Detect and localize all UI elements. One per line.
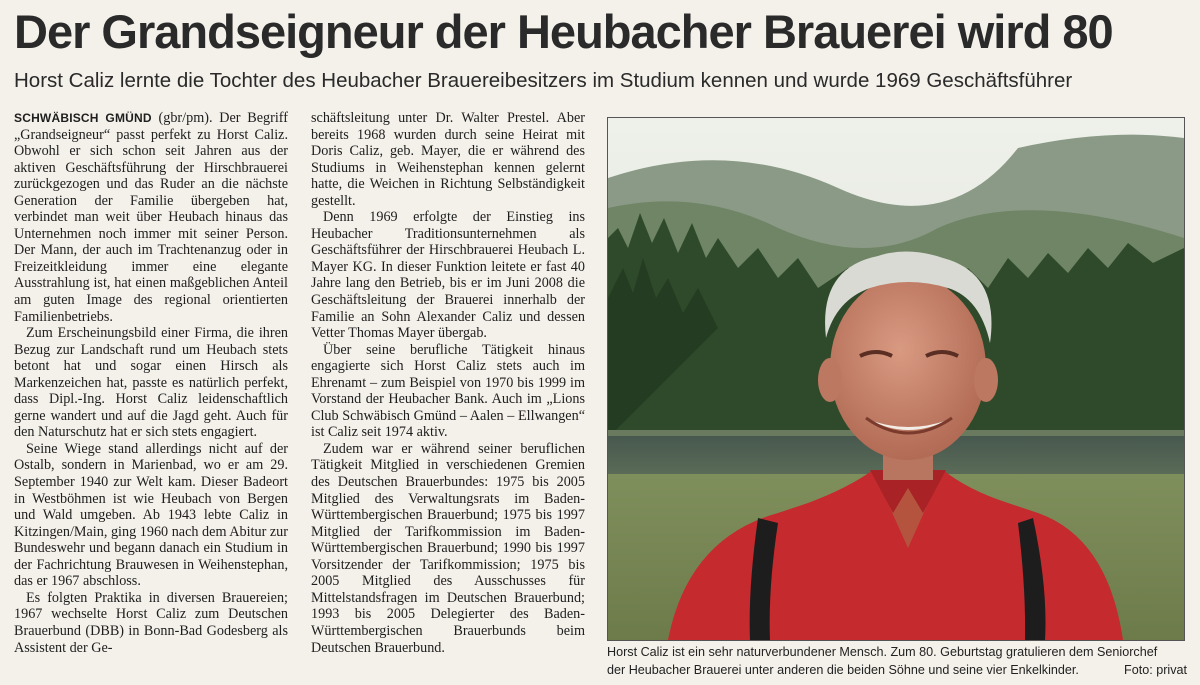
portrait-photo [607, 117, 1185, 641]
subheadline: Horst Caliz lernte die Tochter des Heubacher Brauereibesitzers im Studium kennen und wurde 1969 Geschäftsführer [14, 69, 1073, 92]
photo-credit: Foto: privat [1124, 663, 1187, 677]
paragraph: Denn 1969 erfolgte der Einstieg ins Heubacher Traditionsunternehmen als Geschäftsführer der Hirschbrauerei Heubach L. Mayer KG. In dieser Funktion leitete er fast 40 Jahre lang den Betrieb, bis er im Juni 2008 die Geschäftsleitung der Brauerei innerhalb der Familie an Sohn Alexander Caliz und dessen Vetter Thomas Mayer übergab. [311, 209, 585, 342]
article-column-1 [14, 110, 288, 656]
caption-line-2: der Heubacher Brauerei unter anderen die beiden Söhne und seine vier Enkelkinder. [607, 663, 1079, 677]
caption-line-1: Horst Caliz ist ein sehr naturverbundener Mensch. Zum 80. Geburtstag gratulieren dem Seniorchef [607, 645, 1158, 659]
paragraph: schäftsleitung unter Dr. Walter Prestel. Aber bereits 1968 wurden durch seine Heirat mit Doris Caliz, geb. Mayer, die er während des Studiums in Weihenstephan kennen gelernt hatte, die Weichen in Richtung Selbständigkeit gestellt. [311, 110, 585, 209]
paragraph: Zudem war er während seiner beruflichen Tätigkeit Mitglied in verschiedenen Gremien des Deutschen Brauerbundes: 1975 bis 2005 Mitglied des Verwaltungsrats im Baden-Württembergischen Brauerbund; 1975 bis 1997 Mitglied der Tarifkommission im Baden-Württembergischen Brauerbund; 1990 bis 1997 Vorsitzender der Tarifkommission; 1975 bis 2005 Mitglied des Ausschusses für Mittelstandsfragen im Deutschen Brauerbund; 1993 bis 2005 Delegierter des Baden-Württembergischen Brauerbunds beim Deutschen Brauerbund. [311, 440, 585, 656]
landscape-portrait-illustration [608, 118, 1184, 640]
caption-line-2-row [607, 661, 1187, 679]
paragraph: Es folgten Praktika in diversen Brauereien; 1967 wechselte Horst Caliz zum Deutschen Brauerbund (DBB) in Bonn-Bad Godesberg als Assistent der Ge- [14, 589, 288, 656]
headline: Der Grandseigneur der Heubacher Brauerei wird 80 [14, 5, 1113, 58]
photo-caption [607, 643, 1187, 679]
paragraph: Seine Wiege stand allerdings nicht auf der Ostalb, sondern in Marienbad, wo er am 29. September 1940 zur Welt kam. Dieser Badeort in Westböhmen ist wie Heubach von Bergen und Wald umgeben. Ab 1943 lebte Caliz in Kitzingen/Main, ging 1960 nach dem Abitur zur Bundeswehr und begann danach ein Studium in der Fachrichtung Brauwesen in Weihenstephan, das er 1967 abschloss. [14, 440, 288, 590]
paragraph: Zum Erscheinungsbild einer Firma, die ihren Bezug zur Landschaft rund um Heubach stets betont hat und sogar einen Hirsch als Markenzeichen hat, passte es natürlich perfekt, dass Dipl.-Ing. Horst Caliz leidenschaftlich gerne wandert und auf die Jagd geht. Auch für den Naturschutz hat er sich stets engagiert. [14, 325, 288, 441]
paragraph: Über seine berufliche Tätigkeit hinaus engagierte sich Horst Caliz stets auch im Ehrenamt – zum Beispiel von 1970 bis 1999 im Vorstand der Heubacher Bank. Auch im „Lions Club Schwäbisch Gmünd – Aalen – Ellwangen“ ist Caliz seit 1974 aktiv. [311, 341, 585, 441]
dateline: SCHWÄBISCH GMÜND [14, 111, 152, 125]
paragraph [14, 110, 288, 325]
paragraph-text: (gbr/pm). Der Begriff „Grandseigneur“ passt perfekt zu Horst Caliz. Obwohl er sich schon seit Jahren aus der aktiven Geschäftsführung der Hirschbrauerei zurückgezogen und das Ruder an die nächste Generation der Familie übergeben hat, verbindet man weit über Heubach hinaus das Unternehmen noch immer mit seiner Person. Der Mann, der auch im Trachtenanzug oder in Freizeitkleidung immer eine elegante Ausstrahlung ist, hat einen maßgeblichen Anteil am guten Image des regional orientierten Familienbetriebs. [14, 110, 288, 325]
article-column-2 [311, 110, 585, 656]
